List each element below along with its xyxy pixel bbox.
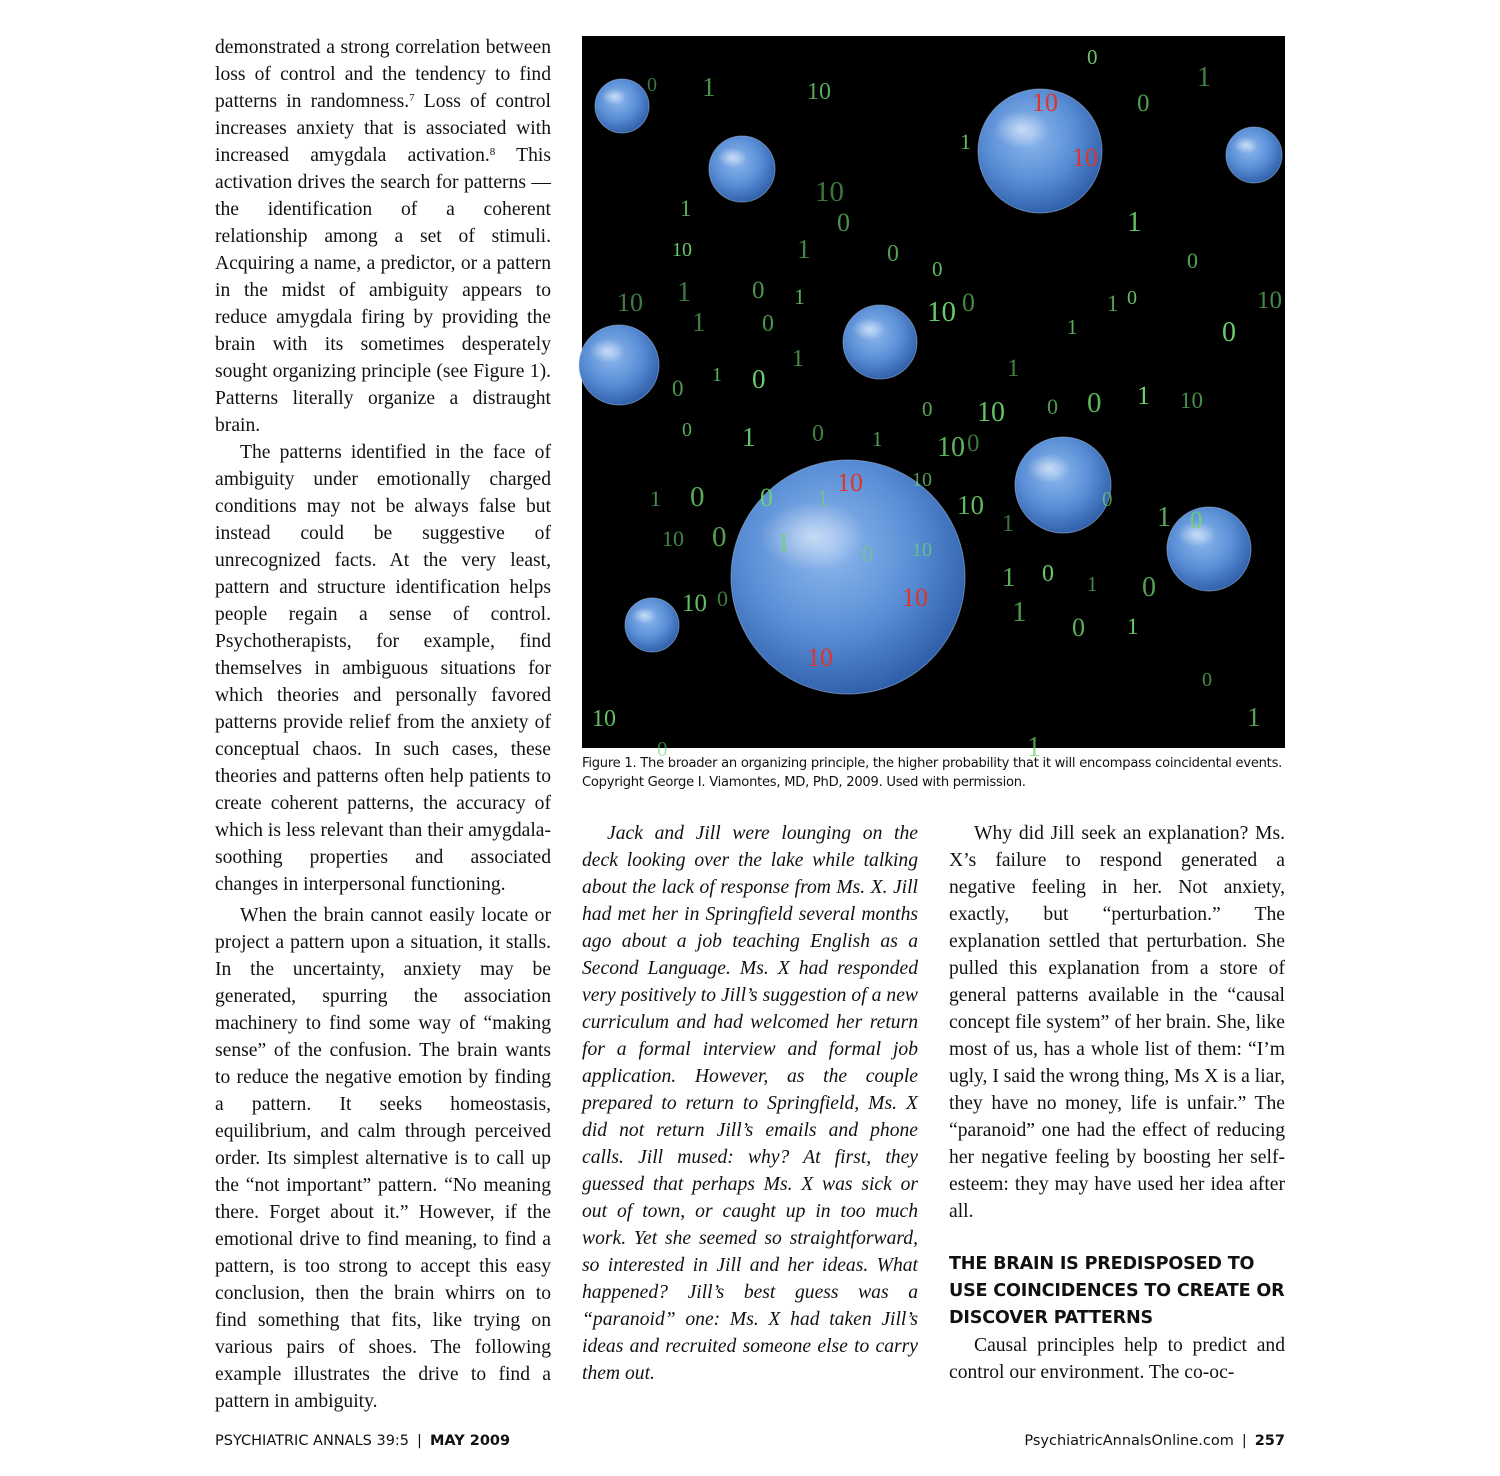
section-heading: THE BRAIN IS PREDISPOSED TO USE COINCIDENCES TO CREATE OR DISCOVER PATTERNS	[949, 1254, 1285, 1328]
bubble-7	[1015, 437, 1111, 533]
binary-digit: 1	[1107, 291, 1119, 316]
binary-digit: 0	[1127, 287, 1137, 309]
binary-digit: 0	[762, 311, 774, 337]
binary-digit: 1	[712, 364, 722, 386]
citation-8: 8	[489, 146, 496, 158]
issue-date: MAY 2009	[429, 1433, 511, 1449]
binary-digit: 0	[962, 288, 975, 317]
bubble-10	[625, 598, 679, 652]
binary-digit: 10	[682, 590, 707, 617]
binary-digit: 0	[1087, 45, 1098, 69]
binary-digit: 10	[617, 288, 643, 317]
bubble-2	[709, 136, 775, 202]
binary-digit: 1	[692, 307, 706, 337]
journal-name: PSYCHIATRIC ANNALS 39:5	[215, 1433, 410, 1449]
binary-digit: 10	[672, 239, 692, 261]
binary-digit: 1	[1127, 614, 1139, 639]
binary-digit: 0	[932, 257, 943, 281]
binary-digit: 1	[680, 196, 692, 221]
right-paragraph-1: Why did Jill seek an explanation? Ms. X’s failure to respond generated a negative feeling in her. Not anxiety, exactly, but “perturbation.” The explanation settled that perturbation. She pulled this explanation from a store of general patterns available in the “causal concept file system” of her brain. She, like most of us, has a whole list of them: “I’m ugly, I said the wrong thing, Ms X is a liar, they have no money, life is unfair.” The “paranoid” one had the effect of reducing her negative feeling by boosting her self-esteem: they may have used her idea after all.	[949, 823, 1285, 1222]
figure-1-image	[582, 36, 1285, 763]
text-run: demonstrated a strong correlation between loss of control and the tendency to find patterns in randomness.	[215, 37, 551, 112]
binary-digit: 0	[862, 541, 874, 566]
bubble-highlight	[1233, 137, 1258, 154]
binary-digit: 0	[760, 483, 773, 512]
website-link[interactable]: PsychiatricAnnalsOnline.com	[1024, 1433, 1234, 1449]
binary-digit: 0	[672, 376, 684, 401]
binary-digit: 1	[650, 486, 661, 511]
right-paragraph-2: Causal principles help to predict and control our environment. The co-oc-	[949, 1335, 1285, 1383]
binary-digit: 10	[957, 490, 984, 520]
binary-digit: 1	[1157, 502, 1171, 533]
figure-1-graphic	[582, 36, 1285, 763]
binary-digit: 0	[647, 74, 657, 96]
binary-digit: 1	[1012, 596, 1027, 628]
binary-digit: 1	[1027, 732, 1041, 763]
bubble-highlight	[717, 148, 747, 168]
text-run: Loss of control increases anxiety that is associated with increased amygdala activation.	[215, 91, 551, 166]
binary-digit: 0	[752, 277, 765, 304]
binary-digit: 10	[1257, 287, 1282, 314]
binary-digit: 0	[1102, 487, 1113, 511]
binary-digit: 10	[807, 79, 831, 105]
binary-digit: 1	[872, 427, 883, 451]
binary-digit: 0	[1142, 572, 1156, 603]
binary-digit: 10	[592, 706, 616, 732]
binary-digit: 0	[1072, 613, 1085, 642]
left-column	[215, 34, 551, 1415]
binary-digit: 10	[815, 176, 844, 208]
binary-digit: 1	[1247, 702, 1261, 732]
bubble-highlight	[632, 607, 656, 623]
binary-digit: 0	[1222, 317, 1236, 348]
binary-digit: 1	[794, 284, 805, 309]
binary-digit: 10	[912, 469, 932, 491]
binary-digit: 1	[1127, 206, 1142, 238]
binary-digit: 0	[812, 421, 824, 447]
binary-digit: 0	[967, 430, 980, 457]
binary-digit: 10	[912, 539, 932, 561]
binary-digit: 0	[752, 364, 766, 394]
citation-7: 7	[409, 92, 415, 104]
binary-digit: 0	[922, 397, 933, 421]
bubble-5	[843, 305, 917, 379]
left-paragraph-2: The patterns identified in the face of ambiguity under emotionally charged conditions may not be always false but instead could be suggestive of unrecognized facts. At the very least, pattern and structure identification helps people regain a sense of control. Psychotherapists, for example, find themselves in ambiguous situations for which theories and personally favored patterns provide relief from the anxiety of conceptual chaos. In such cases, these theories and patterns often help patients to create coherent patterns, the accuracy of which is less relevant than their amygdala-soothing properties and associated changes in interpersonal functioning.	[215, 442, 551, 895]
bubble-highlight	[589, 339, 625, 363]
binary-digit: 0	[690, 481, 705, 513]
binary-digit: 1	[797, 234, 811, 264]
binary-digit: 0	[1187, 248, 1198, 273]
binary-digit: 0	[712, 521, 727, 553]
bubble-highlight	[852, 318, 885, 340]
bubble-8	[1167, 507, 1251, 591]
binary-digit: 1	[1002, 562, 1016, 592]
bubble-1	[595, 79, 649, 133]
bubble-highlight	[602, 88, 626, 104]
binary-digit: 0	[1087, 387, 1102, 419]
binary-digit: 0	[682, 419, 692, 441]
bubble-4	[1226, 127, 1282, 183]
footer-left	[215, 1433, 510, 1449]
text-run: This activation drives the search for patterns — the identification of a coherent relationship among a set of stimuli. Acquiring a name, a predictor, or a pattern in the midst of ambiguity appears to reduce amygdala firing by providing the brain with its sometimes desperately sought organizing principle (see Figure 1). Patterns literally organize a distraught brain.	[215, 145, 551, 436]
binary-digit: 1	[792, 346, 804, 372]
separator: |	[1241, 1433, 1247, 1449]
binary-digit: 0	[1137, 90, 1150, 117]
binary-digit: 10	[927, 296, 956, 328]
figure-caption: Figure 1. The broader an organizing principle, the higher probability that it will encompass coincidental events. Copyright George I. Viamontes, MD, PhD, 2009. Used with permission.	[582, 756, 1283, 790]
left-paragraph-1	[215, 34, 551, 439]
right-column	[949, 820, 1285, 1386]
bubble-6	[579, 325, 659, 405]
binary-digit: 1	[817, 486, 829, 511]
red-number-label: 10	[807, 643, 833, 672]
binary-digit: 1	[677, 277, 691, 308]
binary-digit: 0	[887, 241, 899, 267]
left-paragraph-3: When the brain cannot easily locate or project a pattern upon a situation, it stalls. In the uncertainty, anxiety may be generated, spurring the association machinery to find some way of “making sense” of the confusion. The brain wants to reduce the negative emotion by finding a pattern. It seeks homeostasis, equilibrium, and calm through perceived order. Its simplest alternative is to call up the “not important” pattern. “No meaning there. Forget about it.” However, if the emotional drive to find meaning, to find a pattern, is too strong to accept this easy conclusion, then the brain whirrs on to find something that fits, like trying on various pairs of shoes. The following example illustrates the drive to find a pattern in ambiguity.	[215, 905, 551, 1412]
red-number-label: 10	[837, 468, 863, 497]
binary-digit: 1	[742, 422, 756, 452]
binary-digit: 1	[960, 129, 971, 154]
red-number-label: 10	[1072, 143, 1098, 172]
binary-digit: 10	[937, 432, 965, 463]
binary-digit: 1	[702, 72, 716, 102]
binary-digit: 10	[1180, 388, 1203, 413]
binary-digit: 0	[657, 737, 668, 761]
separator: |	[417, 1433, 422, 1449]
binary-digit: 1	[1007, 355, 1020, 382]
red-number-label: 10	[1032, 88, 1058, 117]
binary-digit: 1	[1197, 62, 1211, 93]
binary-digit: 1	[777, 528, 790, 557]
binary-digit: 1	[1137, 381, 1150, 410]
binary-digit: 1	[1002, 511, 1014, 537]
binary-digit: 10	[977, 397, 1005, 428]
binary-digit: 0	[1042, 561, 1054, 587]
binary-digit: 0	[1202, 669, 1212, 691]
page-number: 257	[1254, 1433, 1285, 1449]
binary-digit: 10	[662, 526, 684, 551]
binary-digit: 0	[717, 586, 728, 611]
vignette-paragraph: Jack and Jill were lounging on the deck looking over the lake while talking about the lack of response from Ms. X. Jill had met her in Springfield several months ago about a job teaching English as a Second Language. Ms. X had responded very positively to Jill’s suggestion of a new curriculum and had welcomed her return for a formal interview and formal job application. However, as the couple prepared to return to Springfield, Ms. X did not return Jill’s emails and phone calls. Jill mused: why? At first, they guessed that perhaps Ms. X was sick or out of town, or caught up in too much work. Yet she seemed so straightforward, so interested in Jill and her ideas. What happened? Jill’s best guess was a “paranoid” one: Ms. X had taken Jill’s ideas and recruited someone else to carry them out.	[582, 823, 918, 1384]
footer-right	[1024, 1433, 1285, 1449]
binary-digit: 0	[1190, 507, 1203, 534]
middle-column	[582, 820, 918, 1387]
red-number-label: 10	[902, 583, 928, 612]
bubble-highlight	[1027, 454, 1070, 483]
binary-digit: 0	[837, 208, 850, 237]
binary-digit: 1	[1087, 572, 1098, 596]
binary-digit: 1	[1067, 315, 1078, 339]
binary-digit: 0	[1047, 394, 1058, 419]
